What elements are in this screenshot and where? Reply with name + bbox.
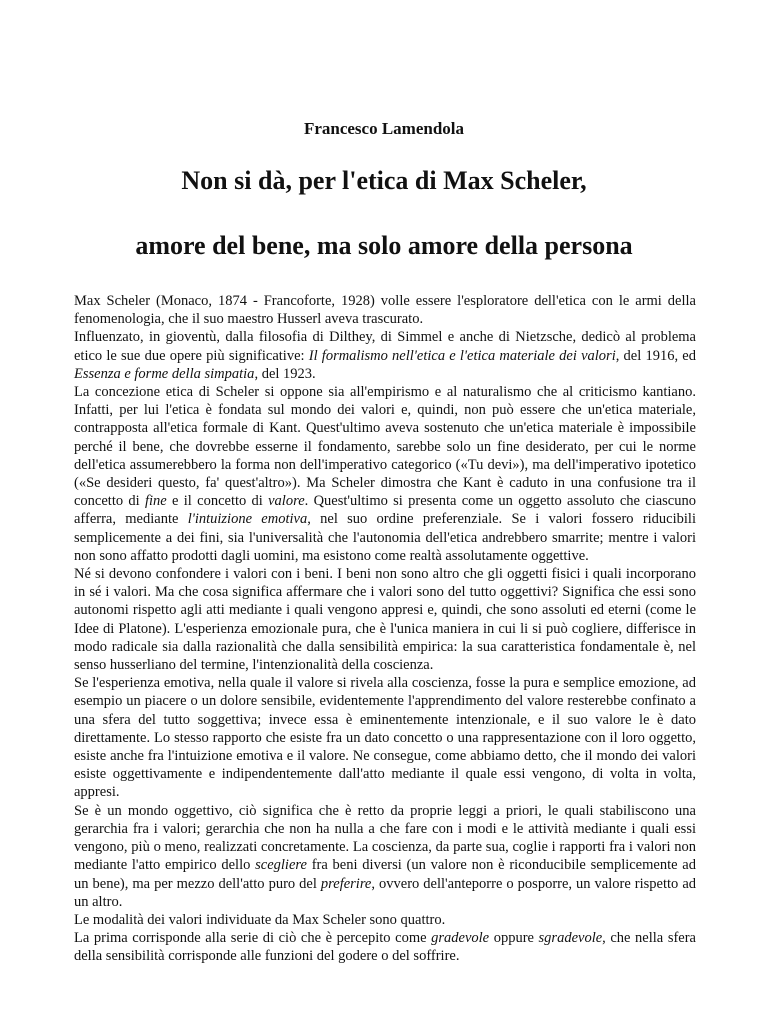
paragraph — [74, 802, 696, 911]
article-body — [74, 292, 696, 966]
text-run: La prima corrisponde alla serie di ciò che è percepito come — [74, 930, 432, 947]
italic-text: fine — [145, 493, 167, 510]
paragraph — [74, 292, 696, 328]
text-run: Influenzato, in gioventù, dalla filosofia di Dilthey, di Simmel e anche di Nietzsche, dedicò al problema etico le sue due opere più significative: — [74, 329, 696, 364]
italic-text: gradevole — [431, 930, 490, 947]
italic-text: preferire — [320, 875, 372, 892]
paragraph — [74, 565, 696, 674]
italic-text: Essenza e forme della simpatia — [74, 365, 255, 382]
paragraph — [74, 929, 696, 965]
text-run: Max Scheler (Monaco, 1874 - Francoforte, 1928) volle essere l'esploratore dell'etica con le armi della fenomenologia, che il suo maestro Husserl aveva trascurato. — [74, 293, 696, 328]
italic-text: valore — [268, 493, 305, 510]
text-run: Le modalità dei valori individuate da Max Scheler sono quattro. — [74, 911, 446, 928]
paragraph — [74, 383, 696, 565]
author-name: Francesco Lamendola — [303, 119, 465, 138]
text-run: oppure — [489, 930, 539, 947]
text-run: , del 1923. — [254, 365, 316, 382]
text-run: , che nella sfera della sensibilità corrisponde alle funzioni del godere o del soffrire. — [74, 930, 696, 965]
paragraph — [74, 328, 696, 383]
title-line-2: amore del bene, ma solo amore della persona — [135, 231, 633, 260]
text-run: fra beni diversi (un valore non è riconducibile semplicemente ad un bene), ma per mezzo dell'atto puro del — [74, 857, 696, 892]
title-line-1: Non si dà, per l'etica di Max Scheler, — [181, 166, 587, 195]
italic-text: scegliere — [255, 857, 307, 874]
paragraph — [74, 674, 696, 801]
text-run: , ovvero dell'anteporre o posporre, un valore rispetto ad un altro. — [74, 875, 696, 910]
text-run: Se è un mondo oggettivo, ciò significa che è retto da proprie leggi a priori, le quali stabiliscono una gerarchia fra i valori; gerarchia che non ha nulla a che fare con i modi e le attività mediante i quali essi vengono, più o meno, realizzati concretamente. La coscienza, da parte sua, coglie i rapporti fra i valori non mediante l'atto empirico dello — [74, 802, 696, 874]
text-run: La concezione etica di Scheler si oppone sia all'empirismo e al naturalismo che al criticismo kantiano. Infatti, per lui l'etica è fondata sul mondo dei valori e, quindi, non può essere che un'etica materiale, contrapposta all'etica formale di Kant. Quest'ultimo aveva sostenuto che un'etica materiale è impossibile perché il bene, che dovrebbe esserne il fondamento, sarebbe solo un fine desiderato, per cui le norme dell'etica assumerebbero la forma non dell'imperativo categorico («Tu devi»), ma dell'imperativo ipotetico («Se desideri questo, fa' quest'altro»). Ma Scheler dimostra che Kant è caduto in una confusione tra il concetto di — [74, 384, 696, 510]
italic-text: l'intuizione emotiva — [187, 511, 308, 528]
italic-text: sgradevole — [538, 930, 603, 947]
paragraph — [74, 911, 696, 929]
text-run: e il concetto di — [166, 493, 269, 510]
text-run: , del 1916, ed — [615, 347, 696, 364]
italic-text: Il formalismo nell'etica e l'etica materiale dei valori — [308, 347, 616, 364]
text-run: . Quest'ultimo si presenta come un oggetto assoluto che ciascuno afferra, mediante — [74, 493, 696, 528]
text-run: Né si devono confondere i valori con i beni. I beni non sono altro che gli oggetti fisici i quali incorporano in sé i valori. Ma che cosa significa affermare che i valori sono del tutto oggettivi? Significa che essi sono autonomi rispetto agli atti mediante i quali vengono appresi e, quindi, che sono assoluti ed eterni (come le Idee di Platone). L'esperienza emozionale pura, che è l'unica maniera in cui li si può cogliere, differisce in modo radicale sia dalla razionalità che dalla sensibilità empirica: la sua caratteristica fondamentale è, nel senso husserliano del termine, l'intenzionalità della coscienza. — [74, 566, 696, 674]
text-run: Se l'esperienza emotiva, nella quale il valore si rivela alla coscienza, fosse la pura e semplice emozione, ad esempio un piacere o un dolore sensibile, evidentemente l'apprendimento del valore resterebbe confinato a una sfera del tutto soggettiva; invece essa è eminentemente intenzionale, e il suo valore le è dato direttamente. Lo stesso rapporto che esiste fra un dato concetto o una rappresentazione con il loro oggetto, esiste anche fra l'intuizione emotiva e il valore. Ne consegue, come abbiamo detto, che il mondo dei valori esiste oggettivamente e indipendentemente dall'atto mediante il quale essi vengono, di volta in volta, appresi. — [74, 675, 696, 801]
text-run: , nel suo ordine preferenziale. Se i valori fossero riducibili semplicemente a dei fini, sia l'universalità che l'autonomia dell'etica andrebbero smarrite; mentre i valori non sono affatto prodotti dagli uomini, ma esistono come realtà assolutamente oggettive. — [74, 511, 696, 564]
